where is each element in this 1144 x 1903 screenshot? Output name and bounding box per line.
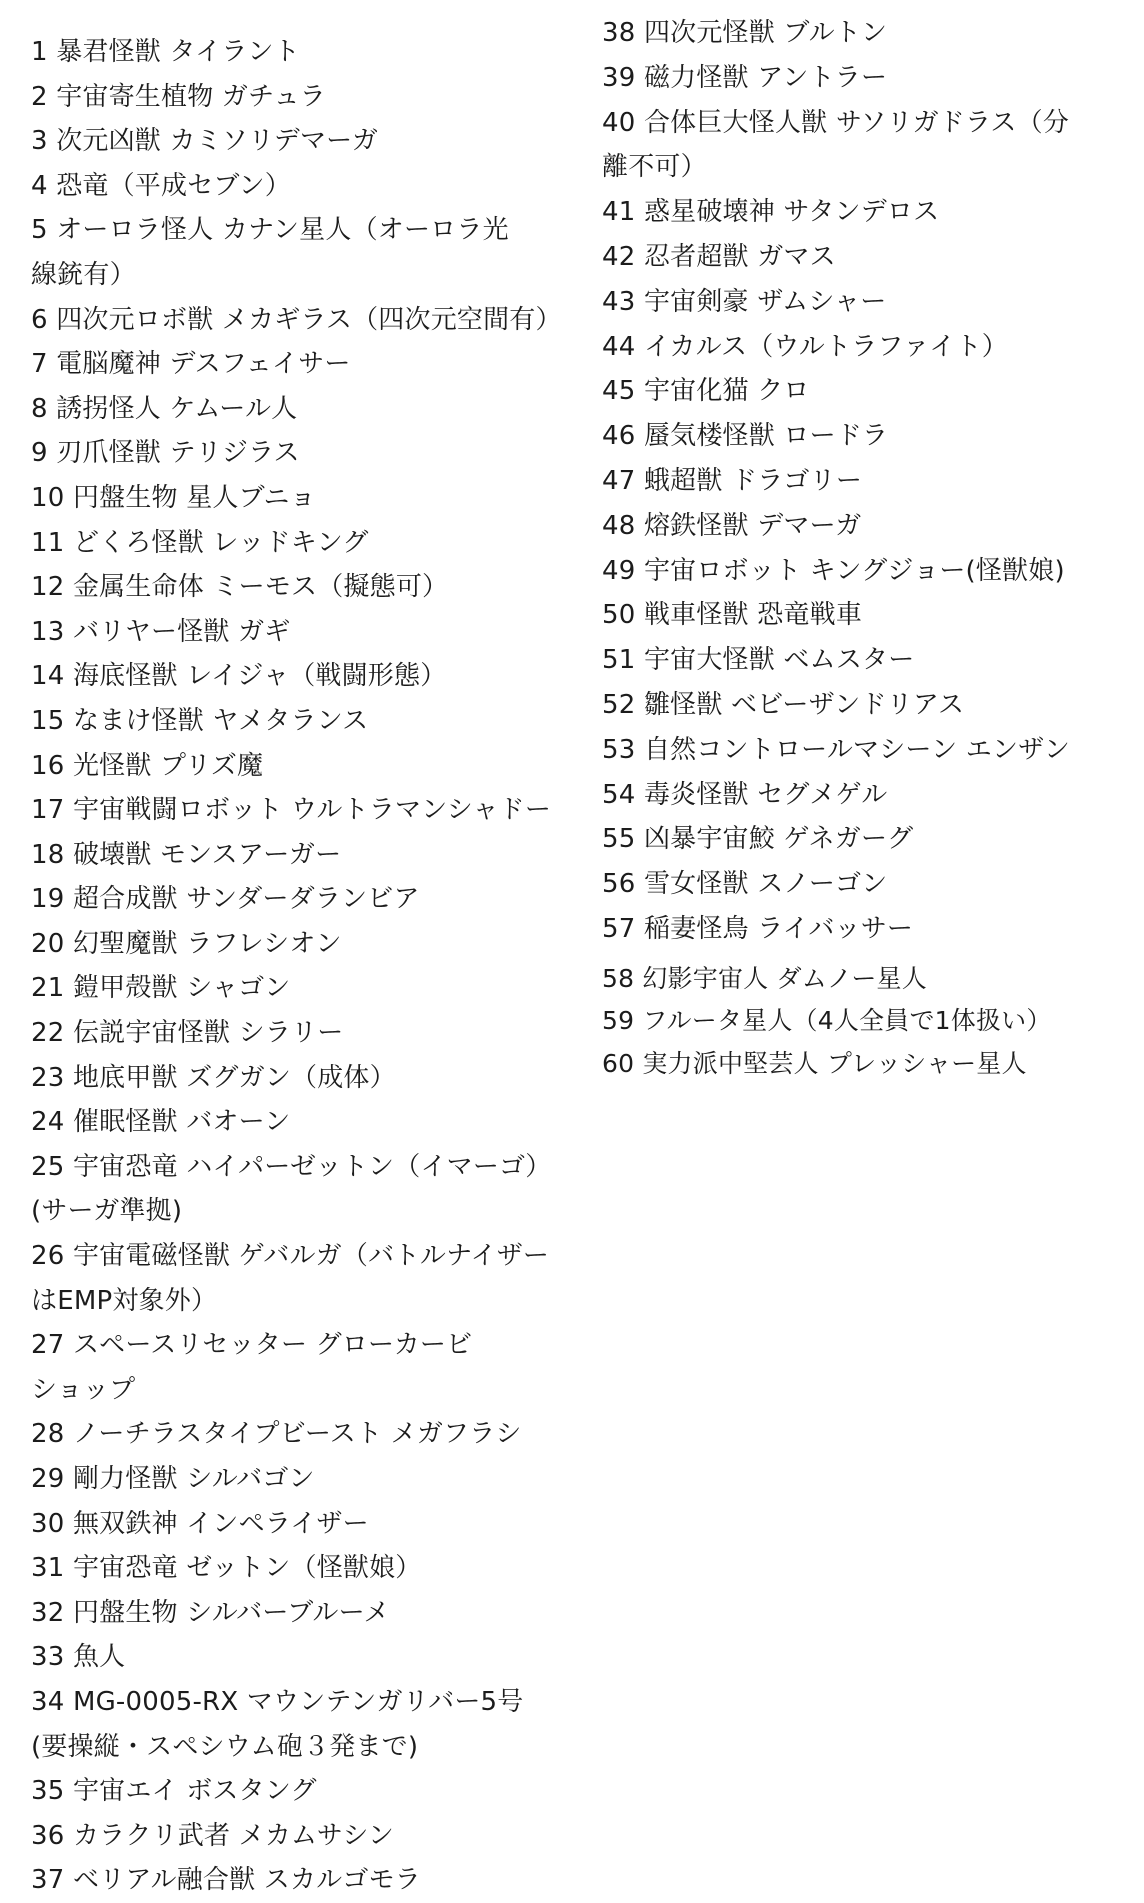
list-item: 1 暴君怪獣 タイラント bbox=[31, 37, 300, 67]
list-item: 18 破壊獣 モンスアーガー bbox=[31, 839, 342, 870]
list-item: 25 宇宙恐竜 ハイパーゼットン（イマーゴ） (サーガ準拠) bbox=[31, 1151, 552, 1227]
list-item: 57 稲妻怪鳥 ライバッサー bbox=[602, 913, 914, 944]
list-item: 20 幻聖魔獣 ラフレシオン bbox=[31, 928, 342, 959]
list-item: 51 宇宙大怪獣 ベムスター bbox=[602, 645, 915, 676]
list-item: 15 なまけ怪獣 ヤメタランス bbox=[31, 705, 369, 736]
right-column bbox=[602, 11, 1132, 1085]
list-item: 38 四次元怪獣 ブルトン bbox=[602, 18, 888, 48]
list-item: 23 地底甲獣 ズグガン（成体） bbox=[31, 1062, 396, 1093]
list-item: 33 魚人 bbox=[31, 1642, 126, 1673]
list-item: 12 金属生命体 ミーモス（擬態可） bbox=[31, 572, 449, 603]
list-item: 21 鎧甲殻獣 シャゴン bbox=[31, 973, 291, 1004]
list-item: 41 惑星破壊神 サタンデロス bbox=[602, 197, 940, 228]
list-item: 19 超合成獣 サンダーダランビア bbox=[31, 884, 420, 915]
list-item: 56 雪女怪獣 スノーゴン bbox=[602, 869, 888, 900]
list-item: 43 宇宙剣豪 ザムシャー bbox=[602, 286, 887, 317]
list-item: 31 宇宙恐竜 ゼットン（怪獣娘） bbox=[31, 1553, 422, 1584]
list-item: 42 忍者超獣 ガマス bbox=[602, 241, 836, 272]
list-item: 2 宇宙寄生植物 ガチュラ bbox=[31, 81, 326, 112]
list-item: 14 海底怪獣 レイジャ（戦闘形態） bbox=[31, 661, 447, 692]
list-item: 3 次元凶獣 カミソリデマーガ bbox=[31, 126, 379, 157]
list-item: 5 オーロラ怪人 カナン星人（オーロラ光 線銃有） bbox=[31, 215, 509, 290]
list-item: 59 フルータ星人（4人全員で1体扱い） bbox=[602, 1006, 1052, 1036]
list-item: 34 MG-0005-RX マウンテンガリバー5号 (要操縦・スペシウム砲３発まで) bbox=[31, 1686, 524, 1762]
list-item: 16 光怪獣 プリズ魔 bbox=[31, 750, 264, 781]
list-item: 17 宇宙戦闘ロボット ウルトラマンシャドー bbox=[31, 795, 552, 826]
list-item: 22 伝説宇宙怪獣 シラリー bbox=[31, 1018, 344, 1049]
list-item: 28 ノーチラスタイプビースト メガフラシ bbox=[31, 1419, 522, 1450]
list-item: 36 カラクリ武者 メカムサシン bbox=[31, 1820, 395, 1851]
list-item: 60 実力派中堅芸人 プレッシャー星人 bbox=[602, 1048, 1027, 1078]
list-item: 45 宇宙化猫 クロ bbox=[602, 376, 810, 407]
list-item: 9 刃爪怪獣 テリジラス bbox=[31, 438, 300, 469]
list-item: 10 円盤生物 星人ブニョ bbox=[31, 482, 316, 513]
list-item: 58 幻影宇宙人 ダムノー星人 bbox=[602, 963, 927, 993]
list-item: 55 凶暴宇宙鮫 ゲネガーグ bbox=[602, 824, 914, 855]
list-item: 30 無双鉄神 インペライザー bbox=[31, 1508, 369, 1539]
list-item: 46 蜃気楼怪獣 ロードラ bbox=[602, 421, 889, 452]
list-item: 26 宇宙電磁怪獣 ゲバルガ（バトルナイザー はEMP対象外） bbox=[31, 1241, 550, 1316]
list-item: 11 どくろ怪獣 レッドキング bbox=[31, 527, 369, 558]
list-item: 6 四次元ロボ獣 メカギラス（四次元空間有） bbox=[31, 304, 562, 335]
list-item: 49 宇宙ロボット キングジョー(怪獣娘) bbox=[602, 555, 1065, 586]
list-item: 27 スペースリセッター グローカービ ショップ bbox=[31, 1330, 473, 1405]
list-item: 50 戦車怪獣 恐竜戦車 bbox=[602, 600, 863, 631]
list-item: 53 自然コントロールマシーン エンザン bbox=[602, 734, 1071, 765]
list-item: 52 雛怪獣 ベビーザンドリアス bbox=[602, 689, 965, 720]
list-item: 44 イカルス（ウルトラファイト） bbox=[602, 331, 1008, 362]
list-item: 54 毒炎怪獣 セグメゲル bbox=[602, 779, 888, 810]
list-item: 32 円盤生物 シルバーブルーメ bbox=[31, 1597, 390, 1628]
left-column bbox=[31, 30, 591, 1903]
list-item: 48 熔鉄怪獣 デマーガ bbox=[602, 510, 862, 541]
list-item: 7 電脳魔神 デスフェイサー bbox=[31, 349, 351, 380]
list-item: 24 催眠怪獣 バオーン bbox=[31, 1107, 291, 1138]
list-item: 37 ベリアル融合獣 スカルゴモラ bbox=[31, 1865, 421, 1896]
list-item: 39 磁力怪獣 アントラー bbox=[602, 62, 888, 93]
list-item: 40 合体巨大怪人獣 サソリガドラス（分 離不可） bbox=[602, 107, 1070, 183]
list-item: 4 恐竜（平成セブン） bbox=[31, 170, 291, 201]
list-item: 8 誘拐怪人 ケムール人 bbox=[31, 393, 298, 424]
list-item: 13 バリヤー怪獣 ガギ bbox=[31, 616, 291, 647]
list-item: 35 宇宙エイ ボスタング bbox=[31, 1776, 317, 1807]
list-item: 29 剛力怪獣 シルバゴン bbox=[31, 1464, 315, 1494]
list-item: 47 蛾超獣 ドラゴリー bbox=[602, 465, 863, 496]
